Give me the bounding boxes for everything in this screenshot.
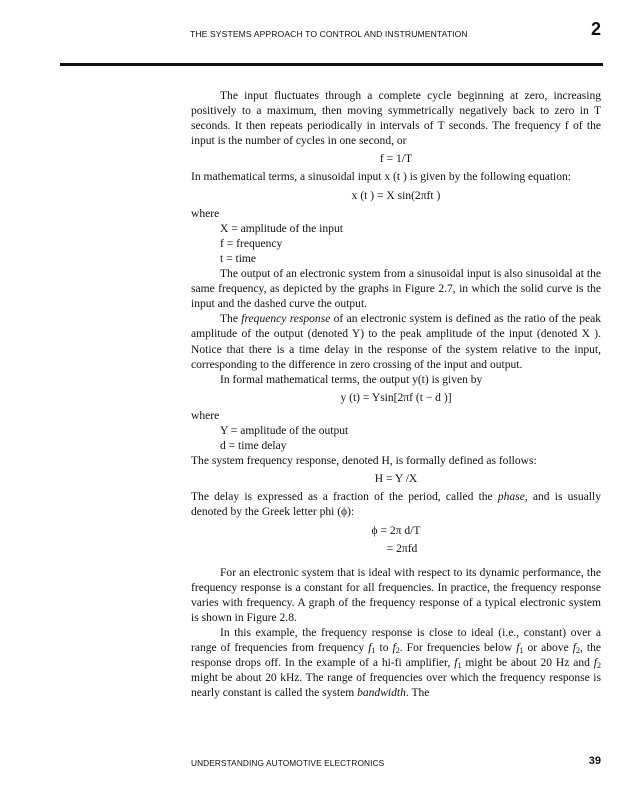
term-phase: phase, [497, 491, 528, 504]
text-run: of an electronic system is defined as the ratio of the peak amplitude of the output (denoted Y) to the peak amplitude of the input (denoted X ). Notice that there is a time delay in the response of the system relative to the input, corresponding to the difference in zero crossing of the input and output. [191, 313, 602, 371]
footer-book-title: UNDERSTANDING AUTOMOTIVE ELECTRONICS [191, 758, 385, 768]
text-run: . For frequencies below [399, 642, 517, 655]
header-rule [60, 63, 603, 66]
definition-amplitude-input: X = amplitude of the input [220, 222, 343, 235]
symbol-f: f [392, 642, 396, 655]
paragraph-input-cycle: The input fluctuates through a complete cycle beginning at zero, increasing positively to a maximum, then moving symmetrically negatively back to zero in T seconds. It then repeats periodically in intervals of T seconds. The frequency f of the input is the number of cycles in one second, or [191, 90, 601, 148]
text-run: or above [523, 642, 573, 655]
paragraph-ideal-system: For an electronic system that is ideal with respect to its dynamic performance, the frequency response is a constant for all frequencies. In practice, the frequency response varies with frequency. A graph of the frequency response of a typical electronic system is shown in Figure 2.8. [191, 566, 601, 624]
equation-phi: ϕ = 2π d/T [371, 524, 421, 537]
text-run: to [375, 642, 393, 655]
equation-input: x (t ) = X sin(2πft ) [351, 189, 441, 202]
text-run: and is usually denoted by the Greek letter phi (ϕ): [191, 491, 601, 519]
equation-phi-fd: = 2πfd [386, 542, 418, 555]
paragraph-bandwidth [191, 626, 601, 701]
chapter-number: 2 [590, 19, 601, 39]
subscript-2: 2 [395, 646, 400, 656]
term-bandwidth: bandwidth [357, 687, 406, 700]
equation-output: y (t) = Ysin[2πf (t − d )] [340, 391, 452, 404]
paragraph-phase [191, 490, 601, 520]
definition-amplitude-output: Y = amplitude of the output [220, 424, 349, 437]
equation-frequency: f = 1/T [379, 153, 413, 166]
text-run: . The [405, 687, 430, 700]
subscript-1: 1 [457, 661, 462, 671]
text-run: might be about 20 Hz and [461, 657, 594, 670]
where-label: where [191, 409, 220, 422]
definition-frequency: f = frequency [220, 237, 283, 250]
subscript-2: 2 [597, 661, 601, 671]
paragraph-output-sinusoidal: The output of an electronic system from a sinusoidal input is also sinusoidal at the same frequency, as depicted by the graphs in Figure 2.7, in which the solid curve is the input and the dashed curve the output. [191, 268, 601, 311]
text-run: might be about 20 kHz. The range of frequencies over which the frequency response is nearly constant is called the system [191, 672, 601, 700]
page-body [191, 89, 601, 702]
where-label: where [191, 207, 220, 220]
paragraph-output-formal: In formal mathematical terms, the output y(t) is given by [220, 373, 483, 386]
symbol-f: f [516, 642, 520, 655]
symbol-f: f [454, 657, 458, 670]
paragraph-system-frequency-response: The system frequency response, denoted H, is formally defined as follows: [191, 455, 537, 468]
subscript-1: 1 [371, 646, 376, 656]
definition-time: t = time [220, 252, 257, 265]
equation-h: H = Y /X [374, 473, 418, 486]
subscript-2: 2 [575, 646, 580, 656]
symbol-f: f [368, 642, 372, 655]
symbol-f: f [572, 642, 576, 655]
definition-time-delay: d = time delay [220, 440, 287, 453]
text-run: The [220, 313, 242, 326]
page-number: 39 [588, 755, 601, 767]
symbol-f: f [593, 657, 597, 670]
term-frequency-response: frequency response [241, 313, 331, 326]
subscript-1: 1 [519, 646, 524, 656]
text-run: The delay is expressed as a fraction of the period, called the [191, 491, 498, 504]
running-head: THE SYSTEMS APPROACH TO CONTROL AND INSTRUMENTATION [190, 29, 468, 39]
text-run: In this example, the frequency response is close to ideal (i.e., constant) over a range of frequencies from frequency [191, 627, 601, 655]
paragraph-sinusoidal-input: In mathematical terms, a sinusoidal input x (t ) is given by the following equation: [191, 171, 572, 184]
paragraph-frequency-response [191, 312, 601, 372]
text-run: , the response drops off. In the example of a hi-fi amplifier, [191, 642, 601, 670]
